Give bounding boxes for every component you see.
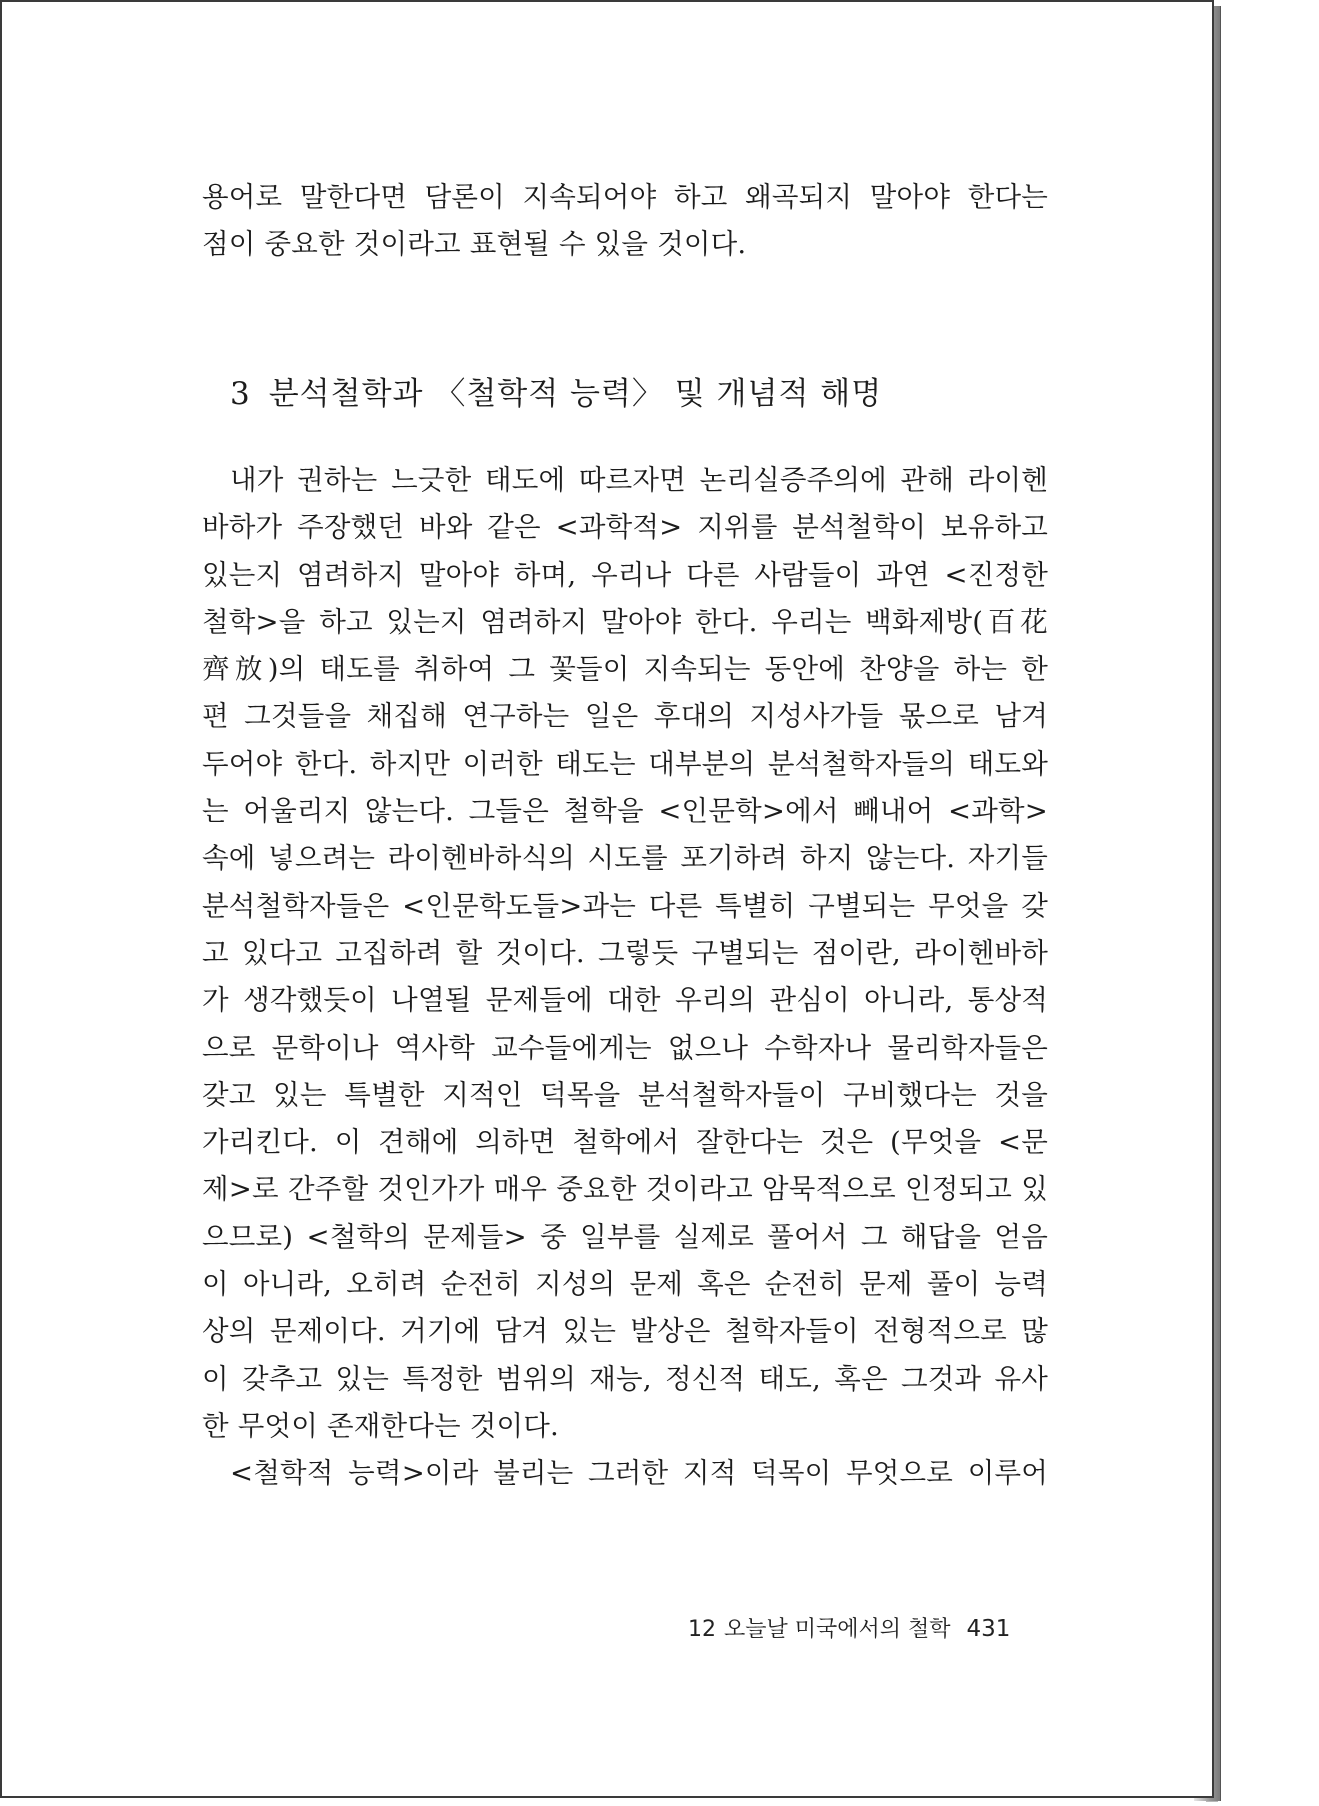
text-line: 齊放)의 태도를 취하여 그 꽃들이 지속되는 동안에 찬양을 하는 한 — [202, 653, 1048, 686]
footer-chapter-number: 12 — [688, 1617, 716, 1642]
running-footer — [688, 1612, 1010, 1643]
paragraph-main — [202, 457, 1048, 1498]
text-line: <철학적 능력>이라 불리는 그러한 지적 덕목이 무엇으로 이루어 — [230, 1457, 1048, 1490]
text-line: 는 어울리지 않는다. 그들은 철학을 <인문학>에서 빼내어 <과학> — [202, 795, 1048, 828]
section-number: 3 — [230, 376, 251, 412]
text-line: 편 그것들을 채집해 연구하는 일은 후대의 지성사가들 몫으로 남겨 — [202, 700, 1048, 733]
text-line: 두어야 한다. 하지만 이러한 태도는 대부분의 분석철학자들의 태도와 — [202, 747, 1048, 780]
section-title: 분석철학과 〈철학적 능력〉 및 개념적 해명 — [268, 376, 883, 412]
footer-chapter-title: 오늘날 미국에서의 철학 — [724, 1617, 951, 1642]
text-line: 바하가 주장했던 바와 같은 <과학적> 지위를 분석철학이 보유하고 — [202, 511, 1048, 544]
text-line: 철학>을 하고 있는지 염려하지 말아야 한다. 우리는 백화제방(百花 — [202, 605, 1048, 638]
text-line: 가리킨다. 이 견해에 의하면 철학에서 잘한다는 것은 (무엇을 <문 — [202, 1126, 1048, 1159]
text-line: 용어로 말한다면 담론이 지속되어야 하고 왜곡되지 말아야 한다는 — [202, 181, 1048, 213]
text-line: 한 무엇이 존재한다는 것이다. — [202, 1409, 559, 1442]
text-line: 있는지 염려하지 말아야 하며, 우리나 다른 사람들이 과연 <진정한 — [202, 558, 1048, 591]
text-line: 점이 중요한 것이라고 표현될 수 있을 것이다. — [202, 228, 747, 261]
text-line: 고 있다고 고집하려 할 것이다. 그렇듯 구별되는 점이란, 라이헨바하 — [202, 936, 1048, 969]
text-line: 가 생각했듯이 나열될 문제들에 대한 우리의 관심이 아니라, 통상적 — [202, 984, 1048, 1017]
paragraph-top — [202, 174, 1048, 269]
text-line: 갖고 있는 특별한 지적인 덕목을 분석철학자들이 구비했다는 것을 — [202, 1078, 1048, 1111]
text-line: 이 아니라, 오히려 순전히 지성의 문제 혹은 순전히 문제 풀이 능력 — [202, 1268, 1048, 1301]
text-line: 으므로) <철학의 문제들> 중 일부를 실제로 풀어서 그 해답을 얻음 — [202, 1220, 1048, 1253]
text-line: 제>로 간주할 것인가가 매우 중요한 것이라고 암묵적으로 인정되고 있 — [202, 1173, 1048, 1206]
section-heading — [230, 368, 882, 413]
text-line: 상의 문제이다. 거기에 담겨 있는 발상은 철학자들이 전형적으로 많 — [202, 1315, 1048, 1348]
text-line: 속에 넣으려는 라이헨바하식의 시도를 포기하려 하지 않는다. 자기들 — [202, 842, 1048, 875]
text-line: 분석철학자들은 <인문학도들>과는 다른 특별히 구별되는 무엇을 갖 — [202, 889, 1048, 922]
text-line: 으로 문학이나 역사학 교수들에게는 없으나 수학자나 물리학자들은 — [202, 1031, 1048, 1064]
text-line: 이 갖추고 있는 특정한 범위의 재능, 정신적 태도, 혹은 그것과 유사 — [202, 1362, 1048, 1395]
page-number: 431 — [966, 1616, 1011, 1642]
text-line: 내가 권하는 느긋한 태도에 따르자면 논리실증주의에 관해 라이헨 — [230, 464, 1048, 496]
